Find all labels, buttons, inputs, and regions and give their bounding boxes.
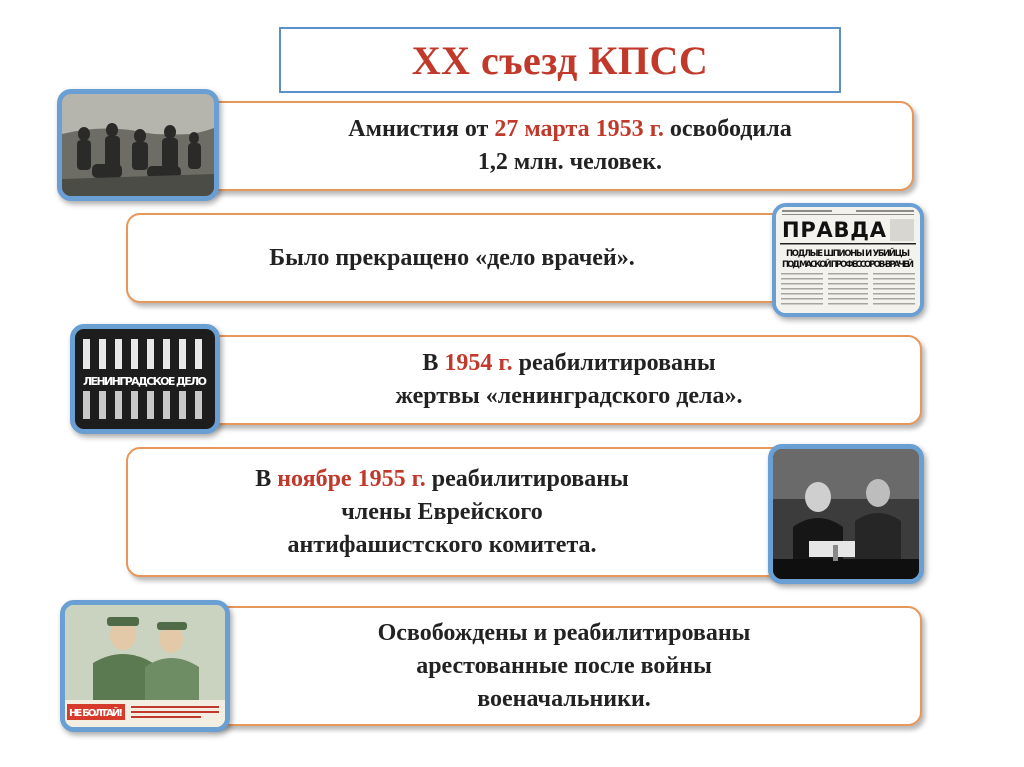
military-text-line2: арестованные после войны [416, 652, 712, 679]
ne-boltai-poster [60, 600, 230, 732]
leningrad-text-line2: жертвы «ленинградского дела». [395, 383, 743, 409]
leningrad-text-post: реабилитированы [512, 350, 716, 376]
amnesty-text-line2: 1,2 млн. человек. [477, 149, 663, 175]
leningrad-caption: ЛЕНИНГРАДСКОЕ ДЕЛО [83, 375, 207, 388]
amnesty-text-post: освободила [663, 116, 792, 142]
military-text-line1: Освобождены и реабилитированы [377, 619, 751, 646]
leningrad-year: 1954 г. [444, 350, 513, 376]
pravda-headline-2: ПОД МАСКОЙ ПРОФЕССОРОВ-ВРАЧЕЙ [782, 260, 914, 270]
pravda-newspaper-image [772, 203, 924, 317]
jac-text-line2: члены Еврейского [341, 498, 543, 525]
leningrad-affair-text [396, 347, 743, 413]
jac-meeting-photo [768, 444, 924, 584]
jac-text-post: реабилитированы [425, 465, 629, 492]
doctors-plot-card [126, 213, 798, 303]
amnesty-text-pre: Амнистия от [348, 116, 495, 142]
doctors-plot-text: Было прекращено «дело врачей». [269, 244, 635, 271]
amnesty-date: 27 марта 1953 г. [494, 116, 664, 142]
pravda-headline-1: ПОДЛЫЕ ШПИОНЫ И УБИЙЦЫ [786, 249, 910, 259]
jac-text-pre: В [255, 465, 278, 492]
military-leaders-text [378, 617, 751, 716]
title-box [279, 27, 841, 93]
leningrad-affair-image [70, 324, 220, 434]
page-title: XX съезд КПСС [411, 37, 709, 83]
jac-text-line3: антифашистского комитета. [287, 531, 597, 558]
military-leaders-card [196, 606, 922, 726]
leningrad-affair-card [196, 335, 922, 425]
amnesty-card [196, 101, 914, 191]
amnesty-text [348, 113, 791, 179]
gulag-prisoners-photo [57, 89, 219, 201]
ne-boltai-caption: НЕ БОЛТАЙ! [69, 708, 123, 719]
jac-date: ноябре 1955 г. [277, 465, 426, 492]
military-text-line3: военачальники. [477, 685, 651, 712]
jac-card [126, 447, 798, 577]
leningrad-text-pre: В [422, 350, 445, 376]
jac-text [255, 463, 629, 562]
pravda-masthead: ПРАВДА [782, 218, 886, 242]
